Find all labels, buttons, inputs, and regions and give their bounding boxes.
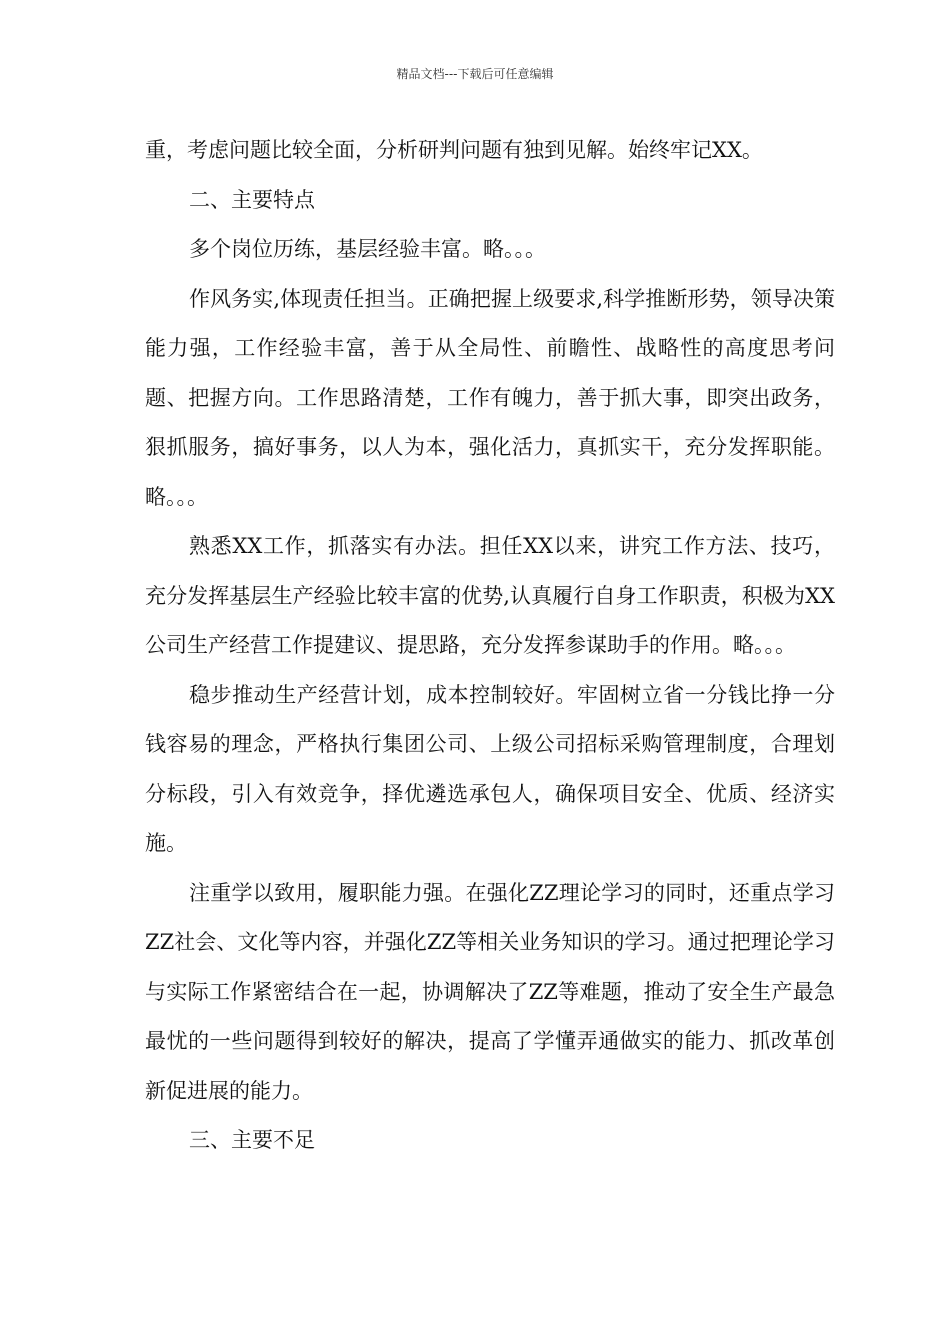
section-heading-shortcomings: 三、主要不足: [189, 1128, 315, 1152]
paragraph-continuation: 重，考虑问题比较全面，分析研判问题有独到见解。始终牢记XX。: [145, 138, 763, 162]
document-body: [145, 126, 835, 1166]
section-heading-main-features: 二、主要特点: [189, 187, 315, 212]
page-header: 精品文档---下载后可任意编辑: [396, 67, 554, 81]
paragraph-learning: 注重学以致用，履职能力强。在强化ZZ理论学习的同时，还重点学习ZZ社会、文化等内容，并强化ZZ等相关业务知识的学习。通过把理论学习与实际工作紧密结合在一起，协调解决了ZZ等难题，推动了安全生产最急最忧的一些问题得到较好的解决，提高了学懂弄通做实的能力、抓改革创新促进展的能力。: [145, 880, 835, 1103]
paragraph-work-style: 作风务实,体现责任担当。正确把握上级要求,科学推断形势，领导决策能力强，工作经验丰富，善于从全局性、前瞻性、战略性的高度思考问题、把握方向。工作思路清楚，工作有魄力，善于抓大事，即突出政务，狠抓服务，搞好事务，以人为本，强化活力，真抓实干，充分发挥职能。略。。。: [145, 286, 835, 509]
paragraph-experience: 多个岗位历练，基层经验丰富。略。。。: [189, 237, 546, 261]
paragraph-familiar-work: 熟悉XX工作，抓落实有办法。担任XX以来，讲究工作方法、技巧，充分发挥基层生产经验比较丰富的优势,认真履行自身工作职责，积极为XX公司生产经营工作提建议、提思路，充分发挥参谋助手的作用。略。。。: [145, 534, 835, 657]
paragraph-cost-control: 稳步推动生产经营计划，成本控制较好。牢固树立省一分钱比挣一分钱容易的理念，严格执行集团公司、上级公司招标采购管理制度，合理划分标段，引入有效竞争，择优遴选承包人，确保项目安全、优质、经济实施。: [145, 682, 835, 855]
